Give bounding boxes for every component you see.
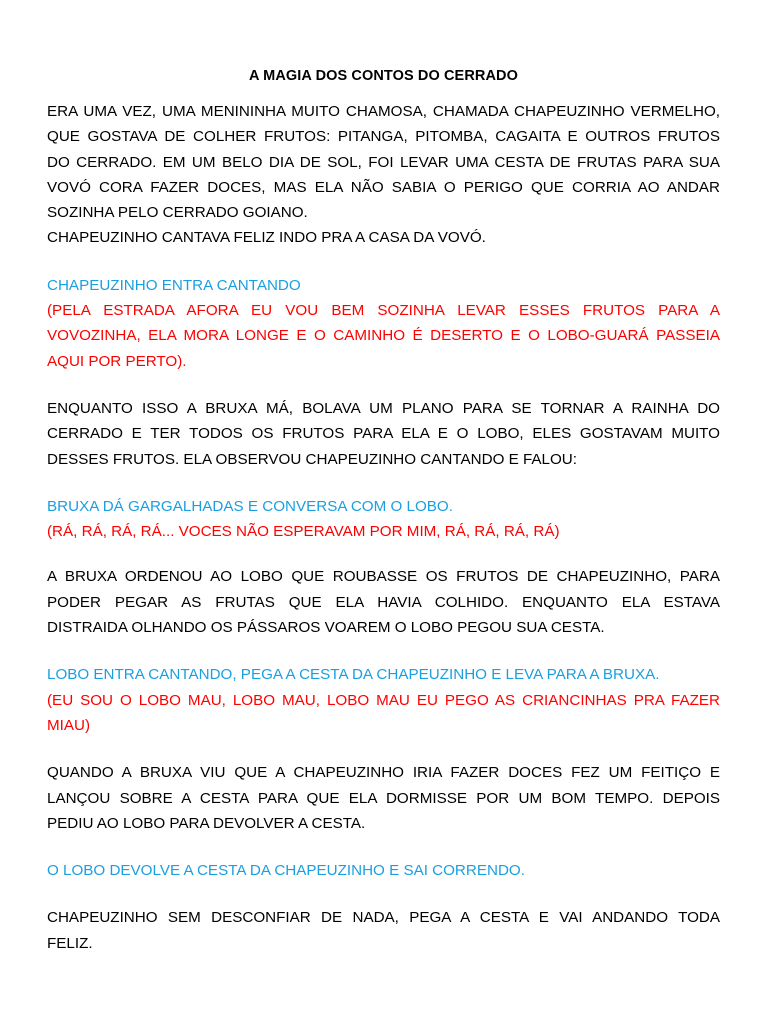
text-line: ERA UMA VEZ, UMA MENININHA MUITO CHAMOSA, CHAMADA CHAPEUZINHO VERMELHO, — [47, 103, 720, 120]
text-line: LANÇOU SOBRE A CESTA PARA QUE ELA DORMISSE POR UM BOM TEMPO. DEPOIS — [47, 789, 720, 807]
paragraph-order — [47, 564, 720, 640]
stage-direction — [47, 662, 720, 687]
text-line: PODER PEGAR AS FRUTAS QUE ELA HAVIA COLHIDO. ENQUANTO ELA ESTAVA — [47, 593, 720, 611]
spacer — [47, 836, 720, 858]
text-line: CHAPEUZINHO CANTAVA FELIZ INDO PRA A CASA DA VOVÓ. — [47, 229, 486, 247]
text-line: LOBO ENTRA CANTANDO, PEGA A CESTA DA CHAPEUZINHO E LEVA PARA A BRUXA. — [47, 666, 660, 684]
text-line: DESSES FRUTOS. ELA OBSERVOU CHAPEUZINHO CANTANDO E FALOU: — [47, 450, 577, 468]
text-line: (PELA ESTRADA AFORA EU VOU BEM SOZINHA LEVAR ESSES FRUTOS PARA A — [47, 302, 720, 320]
document-page — [47, 66, 720, 956]
text-line: DO CERRADO. EM UM BELO DIA DE SOL, FOI LEVAR UMA CESTA DE FRUTAS PARA SUA — [47, 153, 720, 171]
speech-wolf-song — [47, 688, 720, 739]
text-line: CHAPEUZINHO SEM DESCONFIAR DE NADA, PEGA A CESTA E VAI ANDANDO TODA — [47, 909, 720, 927]
text-line: QUANDO A BRUXA VIU QUE A CHAPEUZINHO IRIA FAZER DOCES FEZ UM FEITIÇO E — [47, 764, 720, 782]
spacer — [47, 472, 720, 494]
text-line: (EU SOU O LOBO MAU, LOBO MAU, LOBO MAU EU PEGO AS CRIANCINHAS PRA FAZER — [47, 691, 720, 709]
speech-laugh — [47, 519, 720, 544]
text-line: CERRADO E TER TODOS OS FRUTOS PARA ELA E O LOBO, ELES GOSTAVAM MUITO — [47, 425, 720, 443]
paragraph-ending — [47, 905, 720, 956]
text-line: MIAU) — [47, 716, 91, 734]
paragraph-spell — [47, 760, 720, 836]
paragraph-intro — [47, 99, 720, 225]
text-line: DISTRAIDA OLHANDO OS PÁSSAROS VOAREM O LOBO PEGOU SUA CESTA. — [47, 619, 605, 637]
speech-lyrics — [47, 298, 720, 374]
spacer — [47, 738, 720, 760]
text-line: VOVÓ CORA FAZER DOCES, MAS ELA NÃO SABIA O PERIGO QUE CORRIA AO ANDAR — [47, 178, 720, 196]
paragraph-singing — [47, 225, 720, 250]
stage-direction — [47, 858, 720, 883]
spacer — [47, 640, 720, 662]
paragraph-witch — [47, 396, 720, 472]
document-title: A MAGIA DOS CONTOS DO CERRADO — [248, 68, 518, 84]
text-line: QUE GOSTAVA DE COLHER FRUTOS: PITANGA, PITOMBA, CAGAITA E OUTROS FRUTOS — [47, 128, 720, 146]
text-line: VOVOZINHA, ELA MORA LONGE E O CAMINHO É DESERTO E O LOBO-GUARÁ PASSEIA — [47, 327, 720, 345]
text-line: CHAPEUZINHO ENTRA CANTANDO — [47, 276, 301, 294]
text-line: PEDIU AO LOBO PARA DEVOLVER A CESTA. — [47, 814, 366, 832]
stage-direction — [47, 494, 720, 519]
text-line: AQUI POR PERTO). — [47, 352, 187, 370]
text-line: BRUXA DÁ GARGALHADAS E CONVERSA COM O LOBO. — [47, 497, 453, 515]
spacer — [47, 374, 720, 396]
spacer — [47, 251, 720, 273]
spacer — [47, 883, 720, 905]
spacer — [47, 544, 720, 564]
text-line: A BRUXA ORDENOU AO LOBO QUE ROUBASSE OS FRUTOS DE CHAPEUZINHO, PARA — [47, 568, 720, 586]
stage-direction — [47, 273, 720, 298]
text-line: SOZINHA PELO CERRADO GOIANO. — [47, 204, 308, 222]
text-line: O LOBO DEVOLVE A CESTA DA CHAPEUZINHO E SAI CORRENDO. — [47, 862, 525, 880]
text-line: (RÁ, RÁ, RÁ, RÁ... VOCES NÃO ESPERAVAM POR MIM, RÁ, RÁ, RÁ, RÁ) — [47, 523, 560, 541]
text-line: FELIZ. — [47, 934, 93, 952]
text-line: ENQUANTO ISSO A BRUXA MÁ, BOLAVA UM PLANO PARA SE TORNAR A RAINHA DO — [47, 399, 720, 417]
